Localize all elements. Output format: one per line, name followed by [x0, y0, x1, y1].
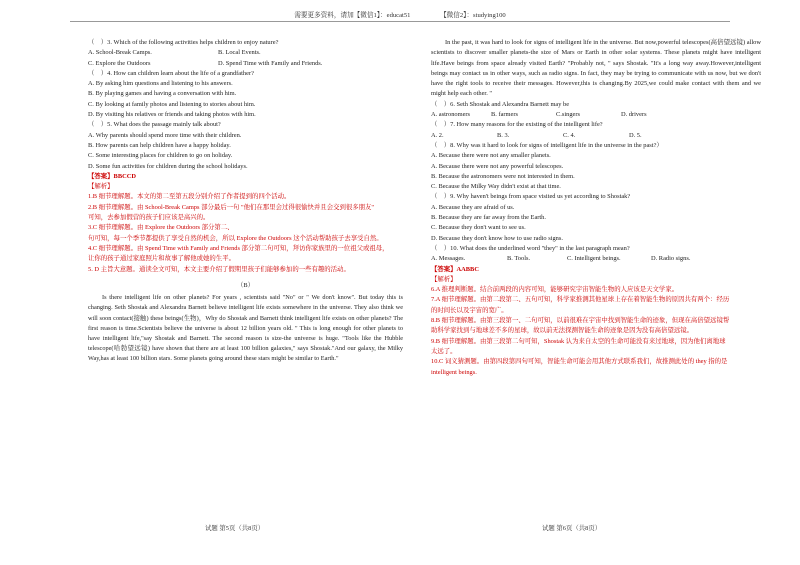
q7-stem: （ ）7. How many reasons for the existing of the intelligent life?: [431, 121, 603, 129]
q9-option-c: C. Because they don't want to see us.: [431, 224, 526, 232]
q7-option-b: B. 3.: [497, 131, 510, 139]
q3-option-a: A. School-Break Camps.: [88, 49, 152, 57]
q9-stem: （ ）9. Why haven't beings from space visited us yet according to Shostak?: [431, 193, 631, 201]
q10-option-b: B. Tools.: [507, 255, 531, 263]
q4-option-d: D. By visiting his relatives or friends and taking photos with him.: [88, 111, 256, 119]
analysis-line: 8.B 细节理解题。由第三段第一、二句可知，以前很难在宇宙中找到智能生命的迹象，但现在高倍望远镜帮: [431, 317, 730, 325]
header-divider: [70, 21, 730, 22]
q7-option-c: C. 4.: [563, 131, 576, 139]
q5-option-d: D. Some fun activities for children during the school holidays.: [88, 162, 248, 170]
q5-option-b: B. How parents can help children have a happy holiday.: [88, 141, 231, 149]
q5-option-c: C. Some interesting places for children to go on holiday.: [88, 152, 233, 160]
q7-option-a: A. 2.: [431, 131, 444, 139]
analysis-line: 让你的孩子通过家庭照片和故事了解他或她的生平。: [88, 255, 235, 263]
q4-option-c: C. By looking at family photos and listening to stories about him.: [88, 100, 256, 108]
answer-key: 【答案】BBCCD: [88, 172, 136, 180]
q3-stem: （ ）3. Which of the following activities helps children to enjoy nature?: [88, 39, 279, 46]
q10-option-c: C. Intelligent beings.: [567, 255, 621, 263]
right-column: [431, 38, 761, 378]
analysis-line: 3.C 细节理解题。由 Explore the Outdoors 部分第二、: [88, 224, 234, 232]
q8-option-d: C. Because the Milky Way didn't exist at that time.: [431, 183, 561, 191]
q3-options-2: [88, 59, 403, 69]
q4-option-b: B. By playing games and having a conversation with him.: [88, 90, 237, 98]
q7-option-d: D. 5.: [629, 131, 642, 139]
analysis-title: 【解析】: [88, 183, 114, 191]
analysis-line: 2.B 细节理解题。由 School-Break Camps 部分最后一句 "他们在那里会过得很愉快并且会交到很多朋友": [88, 203, 375, 211]
q3-option-b: B. Local Events.: [218, 49, 261, 57]
q3-options: [88, 48, 403, 58]
passage-b-part1: Is there intelligent life on other planets? For years , scientists said "No" or " We don't know". But today this is changing. Seth Shostak and Alexandra Barnett believe intelligent life exists somewhere in the universe. They also think we will soon contact(接触) these beings(生物)，Why do Shostak and Barnett think intelligent life exists on other planets? The first reason is time.Scientists believe the universe is about 12 billion years old. " This is long enough for other planets to have intelligent life,"say Shostak and Barnett. The second reason is size-the universe is huge. "Tools like the Hubble telescope(哈勃望远镜) have shown that there are at least 100 billion galaxies," says Shostak."And our galaxy, the Milky Way,has at least 100 billion stars. Some planets going around these stars might be similar to Earth.": [88, 294, 403, 363]
analysis-line: 4.C 细节理解题。由 Spend Time with Family and Friends 部分第二句可知，拜访你家族里的一位祖父或祖母，: [88, 244, 389, 252]
q6-option-b: B. farmers: [491, 111, 518, 119]
footer-page-6: 试题 第6页（共8页）: [542, 525, 602, 532]
q8-option-b: A. Because there were not any powerful telescopes.: [431, 162, 564, 170]
analysis-line: 5. D 主旨大意题。通读全文可知，本文主要介绍了假期里孩子们能够参加的一些有趣的活动。: [88, 265, 350, 273]
q5-stem: （ ）5. What does the passage mainly talk about?: [88, 121, 221, 129]
q3-option-c: C. Explore the Outdoors: [88, 59, 151, 67]
q7-options: [431, 131, 761, 141]
analysis-line: 句可知，每一个季节都提供了享受自然的机会，所以 Explore the Outdoors 这个活动帮助孩子去享受自然。: [88, 234, 383, 242]
analysis-line: 的时间长以及宇宙的宽广。: [431, 306, 508, 314]
q4-stem: （ ）4. How can children learn about the life of a grandfather?: [88, 69, 254, 77]
analysis-line: 1.B 细节理解题。本文的第二至第五段分别介绍了作者提到的四个活动。: [88, 193, 291, 201]
header-wechat-1: 需要更多资料，请加【微信1】：educat51: [294, 12, 411, 19]
analysis-line: 太远了。: [431, 347, 457, 355]
q10-option-a: A. Messages.: [431, 255, 466, 263]
q9-option-d: D. Because they don't know how to use radio signs.: [431, 234, 563, 242]
q9-option-a: A. Because they are afraid of us.: [431, 203, 515, 211]
passage-b-part2: In the past, it was hard to look for signs of intelligent life in the universe. But now,powerful telescopes(高倍望远镜) allow scientists to discover smaller planets-the size of Mars or Earth in other solar systems. These planets might have intelligent life.Have beings from space already visited Earth? "Probably not, " says Shostak. "It's a long way away.However,intelligent beings may contact us in other ways, such as radio signs. In fact, they may be trying to communicate with us now, but we don't have the right tools to receive their messages. However,this is changing.By 2025,we could make contact with them and we might help each other. ": [431, 39, 761, 98]
left-column: [88, 38, 403, 365]
q6-option-c: C.singers: [556, 111, 580, 119]
q10-option-d: D. Radio signs.: [651, 255, 691, 263]
answer-key: 【答案】AABBC: [431, 265, 479, 273]
header-wechat-2: 【微信2】：studying100: [440, 12, 506, 19]
q8-stem: （ ）8. Why was it hard to look for signs of intelligent life in the universe in the past?）: [431, 141, 663, 149]
analysis-line: 6.A 推理判断题。结合前两段的内容可知，能够研究宇宙智能生物的人应该是天文学家。: [431, 286, 679, 294]
q6-option-a: A. astronomers: [431, 111, 471, 119]
analysis-line: 9.B 细节理解题。由第三段第二句可知，Shostak 认为来自太空的生命可能没有来过地球，因为他们离地球: [431, 337, 726, 345]
q6-option-d: D. drivers: [621, 111, 647, 119]
q6-stem: （ ）6. Seth Shostak and Alexandra Barnett may be: [431, 100, 570, 108]
analysis-line: 10.C 词义猜测题。由第四段第四句可知，智能生命可能会用其他方式联系我们，故推测此处的 they 指的是: [431, 358, 728, 366]
analysis-line: 可知，去参加假营的孩子们应该是高兴的。: [88, 214, 210, 222]
analysis-title: 【解析】: [431, 275, 457, 283]
analysis-line: intelligent beings.: [431, 368, 477, 376]
q8-option-a: A. Because there were not any smaller planets.: [431, 152, 551, 160]
q5-option-a: A. Why parents should spend more time with their children.: [88, 131, 242, 139]
q10-stem: （ ）10. What does the underlined word "they" in the last paragraph mean?: [431, 244, 630, 252]
section-b-title: （B）: [236, 281, 255, 289]
q3-option-d: D. Spend Time with Family and Friends.: [218, 59, 323, 67]
q8-option-c: B. Because the astronomers were not interested in them.: [431, 172, 575, 180]
q10-options: [431, 254, 761, 264]
q6-options: [431, 110, 761, 120]
analysis-line: 7.A 细节理解题。由第二段第二、五句可知，科学家推测其他星球上存在着智能生物的原因共有两个：经历: [431, 296, 730, 304]
analysis-line: 助科学家找到与地球差不多的星球，故以前无法探测智能生命的迹象是因为没有高倍望远镜。: [431, 327, 694, 335]
page-header: [0, 9, 800, 19]
q4-option-a: A. By asking him questions and listening to his answers.: [88, 80, 233, 88]
footer-page-5: 试题 第5页（共8页）: [205, 525, 265, 532]
q9-option-b: B. Because they are far away from the Earth.: [431, 214, 546, 222]
